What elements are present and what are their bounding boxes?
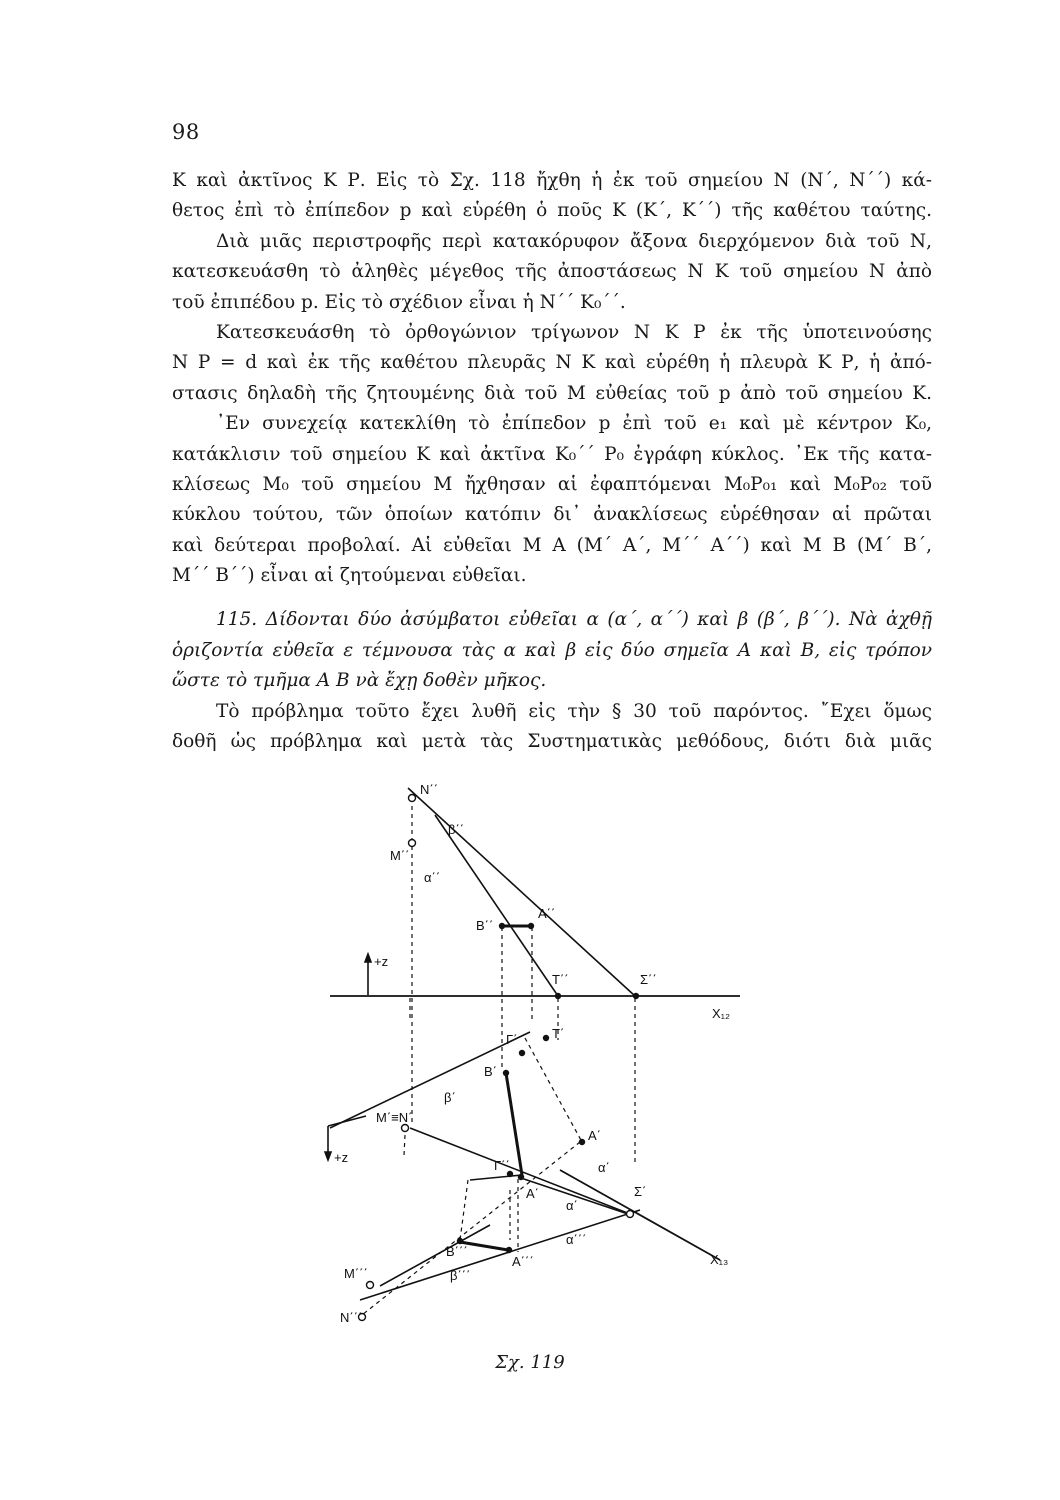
label-M2: M΄΄ xyxy=(390,848,410,863)
point-A3 xyxy=(506,1247,512,1253)
problem-statement-line: 115. Δίδονται δύο ἀσύμβατοι εὐθεῖαι α (α΄, α΄΄) καὶ β (β΄, β΄΄). Νὰ ἀχθῇ xyxy=(216,609,932,631)
text-line: κατεσκευάσθη τὸ ἀληθὲς μέγεθος τῆς ἀποστάσεως Ν Κ τοῦ σημείου Ν ἀπὸ xyxy=(172,261,932,283)
text-line: Ν Ρ = d καὶ ἐκ τῆς καθέτου πλευρᾶς Ν Κ καὶ εὑρέθη ἡ πλευρὰ Κ Ρ, ἡ ἀπό- xyxy=(172,352,932,374)
text-line: θετος ἐπὶ τὸ ἐπίπεδον p καὶ εὑρέθη ὁ ποῦς Κ (Κ΄, Κ΄΄) τῆς καθέτου ταύτης. xyxy=(172,200,932,222)
point-A1b xyxy=(518,1174,524,1180)
label-MN1: M΄≡N΄ xyxy=(376,1110,413,1125)
label-N3: N΄΄΄ xyxy=(340,1310,363,1325)
text-line: δοθῆ ὡς πρόβλημα καὶ μετὰ τὰς Συστηματικὰς μεθόδους, διότι διὰ μιᾶς xyxy=(172,731,932,753)
point-MN1 xyxy=(402,1125,409,1132)
line-alpha2 xyxy=(408,788,635,996)
label-G1: Γ΄ xyxy=(506,1032,518,1047)
point-S1 xyxy=(627,1211,634,1218)
label-A1b: A΄ xyxy=(526,1186,539,1201)
point-M3 xyxy=(367,1282,374,1289)
label-alpha1b: α΄ xyxy=(598,1160,610,1175)
line-beta3 xyxy=(380,1225,490,1286)
label-B1: B΄ xyxy=(484,1064,497,1079)
label-x12: X₁₂ xyxy=(712,1006,731,1021)
figure-119 xyxy=(300,770,760,1370)
label-beta1: β΄ xyxy=(444,1090,456,1105)
label-B2: B΄΄ xyxy=(476,918,494,933)
page-number: 98 xyxy=(172,120,200,144)
point-S2 xyxy=(633,993,639,999)
point-A2 xyxy=(528,923,534,929)
text-line: Μ΄΄ Β΄΄) εἶναι αἱ ζητούμεναι εὐθεῖαι. xyxy=(172,565,527,587)
label-alpha1: α΄ xyxy=(566,1198,578,1213)
text-line: Τὸ πρόβλημα τοῦτο ἔχει λυθῆ εἰς τὴν § 30 τοῦ παρόντος. ῎Εχει ὅμως xyxy=(216,700,932,722)
label-T2: T΄΄ xyxy=(552,972,569,987)
label-S2: Σ΄΄ xyxy=(640,972,657,987)
point-B1 xyxy=(503,1070,509,1076)
point-M2 xyxy=(409,840,416,847)
text-line: Διὰ μιᾶς περιστροφῆς περὶ κατακόρυφον ἄξονα διερχόμενον διὰ τοῦ Ν, xyxy=(216,230,932,252)
label-beta2: β΄΄ xyxy=(448,822,465,837)
text-line: κλίσεως Μ₀ τοῦ σημείου Μ ἤχθησαν αἱ ἐφαπτόμεναι Μ₀Ρ₀₁ καὶ Μ₀Ρ₀₂ τοῦ xyxy=(172,473,932,495)
text-line: τοῦ ἐπιπέδου p. Εἰς τὸ σχέδιον εἶναι ἡ Ν΄΄ Κ₀΄΄. xyxy=(172,291,626,313)
figure-caption: Σχ. 119 xyxy=(495,1352,565,1373)
line-beta1 xyxy=(330,1032,530,1128)
section-gap xyxy=(172,591,932,605)
point-N2 xyxy=(409,795,416,802)
problem-statement-line: ὥστε τὸ τμῆμα Α Β νὰ ἔχῃ δοθὲν μῆκος. xyxy=(172,670,547,692)
point-B2 xyxy=(499,923,505,929)
point-A1 xyxy=(579,1139,585,1145)
label-plusz-top: +z xyxy=(374,954,389,969)
text-line: Κ καὶ ἀκτῖνος Κ Ρ. Εἰς τὸ Σχ. 118 ἤχθη ἡ ἐκ τοῦ σημείου Ν (Ν΄, Ν΄΄) κά- xyxy=(172,170,932,191)
point-G1 xyxy=(519,1050,525,1056)
label-N2: N΄΄ xyxy=(420,782,439,797)
point-T2 xyxy=(555,993,561,999)
dash-B3 xyxy=(460,1180,468,1240)
text-line: στασις δηλαδὴ τῆς ζητουμένης διὰ τοῦ Μ εὐθείας τοῦ p ἀπὸ τοῦ σημείου Κ. xyxy=(172,382,932,404)
label-alpha3: α΄΄΄ xyxy=(566,1232,587,1247)
text-line: κατάκλισιν τοῦ σημείου Κ καὶ ἀκτῖνα Κ₀΄΄ Ρ₀ ἐγράφη κύκλος. ᾿Εκ τῆς κατα- xyxy=(172,443,932,465)
label-B3: B΄΄΄ xyxy=(446,1244,468,1259)
problem-statement-line: ὁριζοντία εὐθεῖα ε τέμνουσα τὰς α καὶ β εἰς δύο σημεῖα Α καὶ Β, εἰς τρόπον xyxy=(172,639,932,661)
label-A3: A΄΄΄ xyxy=(512,1254,534,1269)
text-line: καὶ δεύτεραι προβολαί. Αἱ εὐθεῖαι Μ Α (Μ΄ Α΄, Μ΄΄ Α΄΄) καὶ Μ Β (Μ΄ Β΄, xyxy=(172,534,932,556)
plusz-arrowhead-top xyxy=(365,954,371,962)
label-S1: Σ΄ xyxy=(634,1184,647,1199)
geometry-diagram xyxy=(300,770,760,1370)
label-A1: A΄ xyxy=(588,1128,601,1143)
dash-M1 xyxy=(404,1135,405,1155)
label-A2: A΄΄ xyxy=(538,906,556,921)
text-line: Κατεσκευάσθη τὸ ὀρθογώνιον τρίγωνον Ν Κ Ρ ἐκ τῆς ὑποτεινούσης xyxy=(216,321,932,343)
label-alpha2: α΄΄ xyxy=(424,870,441,885)
text-line: κύκλου τούτου, τῶν ὁποίων κατόπιν δι᾿ ἀνακλίσεως εὑρέθησαν αἱ πρῶται xyxy=(172,504,932,526)
label-T1: T΄ xyxy=(552,1026,565,1041)
line-B2-N1 xyxy=(470,1175,522,1180)
plusz-arrowhead-bottom xyxy=(325,1152,331,1160)
label-M3: M΄΄΄ xyxy=(344,1266,368,1281)
label-plusz-bottom: +z xyxy=(334,1150,349,1165)
dash-G1-T1 xyxy=(525,1038,582,1142)
plusz-tick-bottom xyxy=(328,1116,366,1126)
label-x13: X₁₃ xyxy=(710,1252,729,1267)
body-text xyxy=(172,166,932,757)
point-T1 xyxy=(543,1035,549,1041)
label-G2: Γ΄΄ xyxy=(494,1158,510,1173)
text-line: ᾿Εν συνεχείᾳ κατεκλίθη τὸ ἐπίπεδον p ἐπὶ τοῦ e₁ καὶ μὲ κέντρον Κ₀, xyxy=(216,413,932,435)
line-alpha3 xyxy=(360,1210,640,1300)
label-beta3: β΄΄΄ xyxy=(450,1268,471,1283)
